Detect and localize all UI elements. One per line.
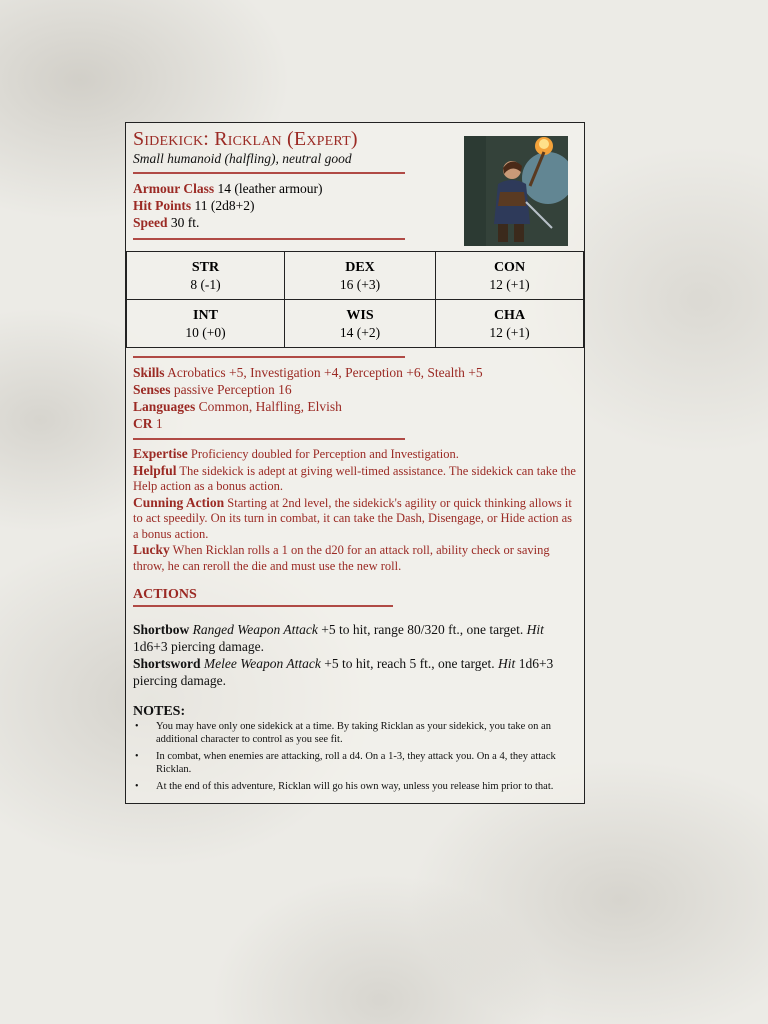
action-entry — [133, 621, 578, 655]
portrait-illustration — [464, 136, 568, 246]
ability-name: DEX — [345, 259, 375, 275]
action-type: Melee Weapon Attack — [203, 656, 321, 671]
stat-block-card — [125, 122, 585, 804]
cr-label: CR — [133, 416, 153, 431]
action-attack: +5 to hit, range 80/320 ft., one target. — [321, 622, 524, 637]
languages-label: Languages — [133, 399, 196, 414]
senses-label: Senses — [133, 382, 171, 397]
ability-score: 10 (+0) — [185, 324, 226, 340]
hit-points-value: 11 (2d8+2) — [194, 198, 255, 213]
ability-score: 14 (+2) — [339, 324, 381, 340]
ability-cell-int — [127, 300, 285, 348]
bullet-icon: • — [135, 751, 139, 762]
ability-cell-con — [436, 252, 584, 300]
ability-cell-cha — [436, 300, 584, 348]
senses-value: passive Perception 16 — [173, 382, 292, 397]
ability-cell-wis — [285, 300, 436, 348]
ability-cell-str — [127, 252, 285, 300]
speed-label: Speed — [133, 215, 168, 230]
skills-label: Skills — [133, 365, 165, 380]
trait-entry — [133, 495, 578, 543]
ability-score: 16 (+3) — [339, 276, 381, 292]
ability-name: STR — [191, 259, 220, 275]
ability-name: CHA — [493, 307, 526, 323]
actions-section — [133, 621, 578, 689]
notes-list — [133, 721, 578, 799]
divider-rule — [133, 172, 405, 174]
action-damage: 1d6+3 piercing damage. — [133, 639, 264, 654]
trait-entry — [133, 542, 578, 574]
ability-scores-table — [126, 251, 584, 348]
action-type: Ranged Weapon Attack — [192, 622, 318, 637]
skills-value: Acrobatics +5, Investigation +4, Perception +6, Stealth +5 — [167, 365, 483, 380]
divider-rule — [133, 356, 405, 358]
traits-section — [133, 446, 578, 574]
divider-rule — [133, 605, 393, 607]
action-attack: +5 to hit, reach 5 ft., one target. — [324, 656, 495, 671]
bullet-icon: • — [135, 721, 139, 732]
trait-text: When Ricklan rolls a 1 on the d20 for an attack roll, ability check or saving throw, he can reroll the die and must use the new roll. — [133, 543, 550, 573]
cr-value: 1 — [155, 416, 163, 431]
trait-text: Proficiency doubled for Perception and Investigation. — [190, 447, 459, 461]
actions-heading: ACTIONS — [133, 587, 197, 602]
list-item — [133, 721, 578, 746]
divider-rule — [133, 438, 405, 440]
action-hit-label: Hit — [526, 622, 544, 637]
list-item — [133, 781, 578, 794]
languages-value: Common, Halfling, Elvish — [198, 399, 342, 414]
trait-text: The sidekick is adept at giving well-timed assistance. The sidekick can take the Help action as a bonus action. — [133, 463, 576, 493]
trait-name: Lucky — [133, 542, 170, 557]
ability-score: 12 (+1) — [489, 324, 530, 340]
list-item — [133, 751, 578, 776]
action-entry — [133, 655, 578, 689]
creature-subtitle: Small humanoid (halfling), neutral good — [133, 151, 352, 166]
basic-stats — [133, 180, 322, 231]
note-text: You may have only one sidekick at a time. By taking Ricklan as your sidekick, you take on an additional character to control as you see fit. — [156, 721, 551, 745]
details-section — [133, 364, 578, 432]
trait-name: Helpful — [133, 462, 177, 478]
ability-cell-dex — [285, 252, 436, 300]
trait-entry — [133, 463, 578, 495]
ability-name: WIS — [346, 307, 374, 323]
trait-name: Cunning Action — [133, 494, 225, 510]
ability-score: 12 (+1) — [489, 276, 530, 292]
divider-rule — [133, 238, 405, 240]
action-hit-label: Hit — [498, 656, 516, 671]
action-name: Shortsword — [133, 656, 201, 671]
bullet-icon: • — [135, 781, 139, 792]
speed-value: 30 ft. — [170, 215, 200, 230]
trait-name: Expertise — [133, 446, 188, 461]
hit-points-label: Hit Points — [133, 198, 192, 213]
trait-text: Starting at 2nd level, the sidekick's agility or quick thinking allows it to act speedily. On its turn in combat, it can take the Dash, Disengage, or Hide action as a bonus action. — [133, 495, 572, 541]
stat-block-header — [133, 127, 453, 167]
trait-entry — [133, 446, 578, 463]
note-text: At the end of this adventure, Ricklan will go his own way, unless you release him prior to that. — [156, 781, 554, 792]
action-damage: 1d6+3 piercing damage. — [133, 656, 554, 688]
ability-name: CON — [493, 259, 526, 275]
character-portrait — [464, 136, 568, 246]
armour-class-label: Armour Class — [133, 181, 215, 196]
notes-heading: NOTES: — [133, 704, 186, 719]
ability-score: 8 (-1) — [190, 276, 221, 292]
ability-name: INT — [193, 307, 218, 323]
note-text: In combat, when enemies are attacking, roll a d4. On a 1-3, they attack you. On a 4, they attack Ricklan. — [156, 751, 556, 775]
action-name: Shortbow — [133, 622, 190, 637]
creature-title: Sidekick: Ricklan (Expert) — [133, 128, 358, 150]
armour-class-value: 14 (leather armour) — [217, 181, 323, 196]
